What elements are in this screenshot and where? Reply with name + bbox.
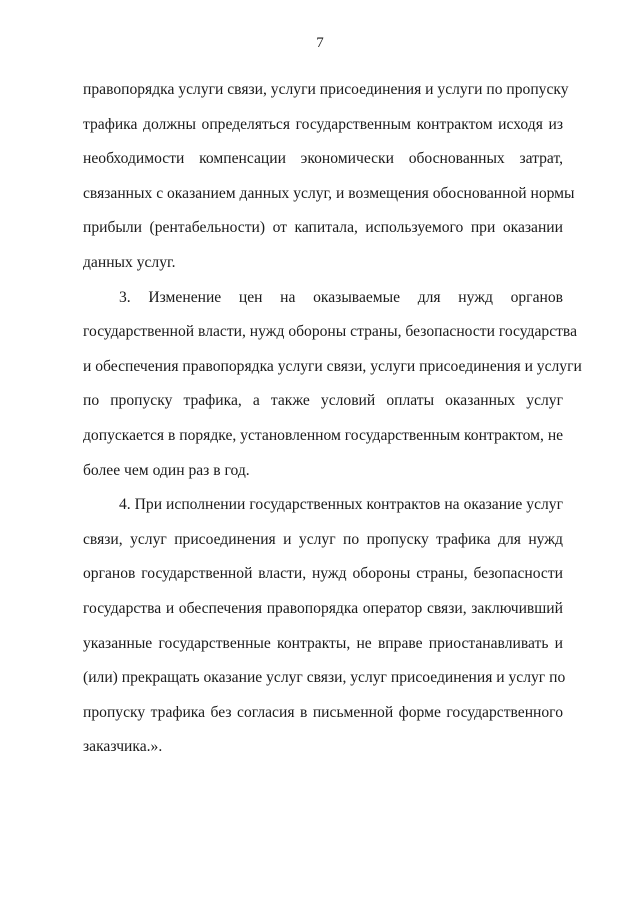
text-line: 4. При исполнении государственных контрактов на оказание услуг [119, 496, 563, 514]
text-line: государственной власти, нужд обороны страны, безопасности государства [83, 323, 578, 341]
text-line: указанные государственные контракты, не вправе приостанавливать и [83, 634, 563, 652]
paragraph-continuation [83, 73, 575, 281]
page-number: 7 [316, 35, 324, 51]
text-line: связи, услуг присоединения и услуг по пропуску трафика для нужд [83, 530, 563, 548]
text-line: допускается в порядке, установленном государственным контрактом, не [83, 426, 564, 444]
document-body [83, 73, 582, 765]
text-line: правопорядка услуги связи, услуги присоединения и услуги по пропуску [83, 81, 569, 98]
text-line: (или) прекращать оказание услуг связи, услуг присоединения и услуг по [83, 669, 566, 687]
text-line: по пропуску трафика, а также условий оплаты оказанных услуг [83, 392, 563, 410]
paragraph-item-4 [83, 488, 566, 765]
text-line: пропуску трафика без согласия в письменной форме государственного [83, 703, 563, 721]
text-line: более чем один раз в год. [83, 461, 250, 479]
text-line: заказчика.». [83, 738, 163, 756]
text-line: трафика должны определяться государственным контрактом исходя из [83, 115, 563, 133]
text-line: необходимости компенсации экономически обоснованных затрат, [83, 150, 563, 168]
text-line: и обеспечения правопорядка услуги связи, услуги присоединения и услуги [83, 357, 582, 375]
paragraph-item-3 [83, 281, 582, 489]
text-line: 3. Изменение цен на оказываемые для нужд органов [119, 288, 563, 306]
text-line: связанных с оказанием данных услуг, и возмещения обоснованной нормы [83, 184, 575, 202]
text-line: прибыли (рентабельности) от капитала, используемого при оказании [83, 219, 563, 237]
text-line: данных услуг. [83, 253, 176, 271]
text-line: органов государственной власти, нужд обороны страны, безопасности [83, 565, 563, 583]
text-line: государства и обеспечения правопорядка оператор связи, заключивший [83, 599, 563, 617]
